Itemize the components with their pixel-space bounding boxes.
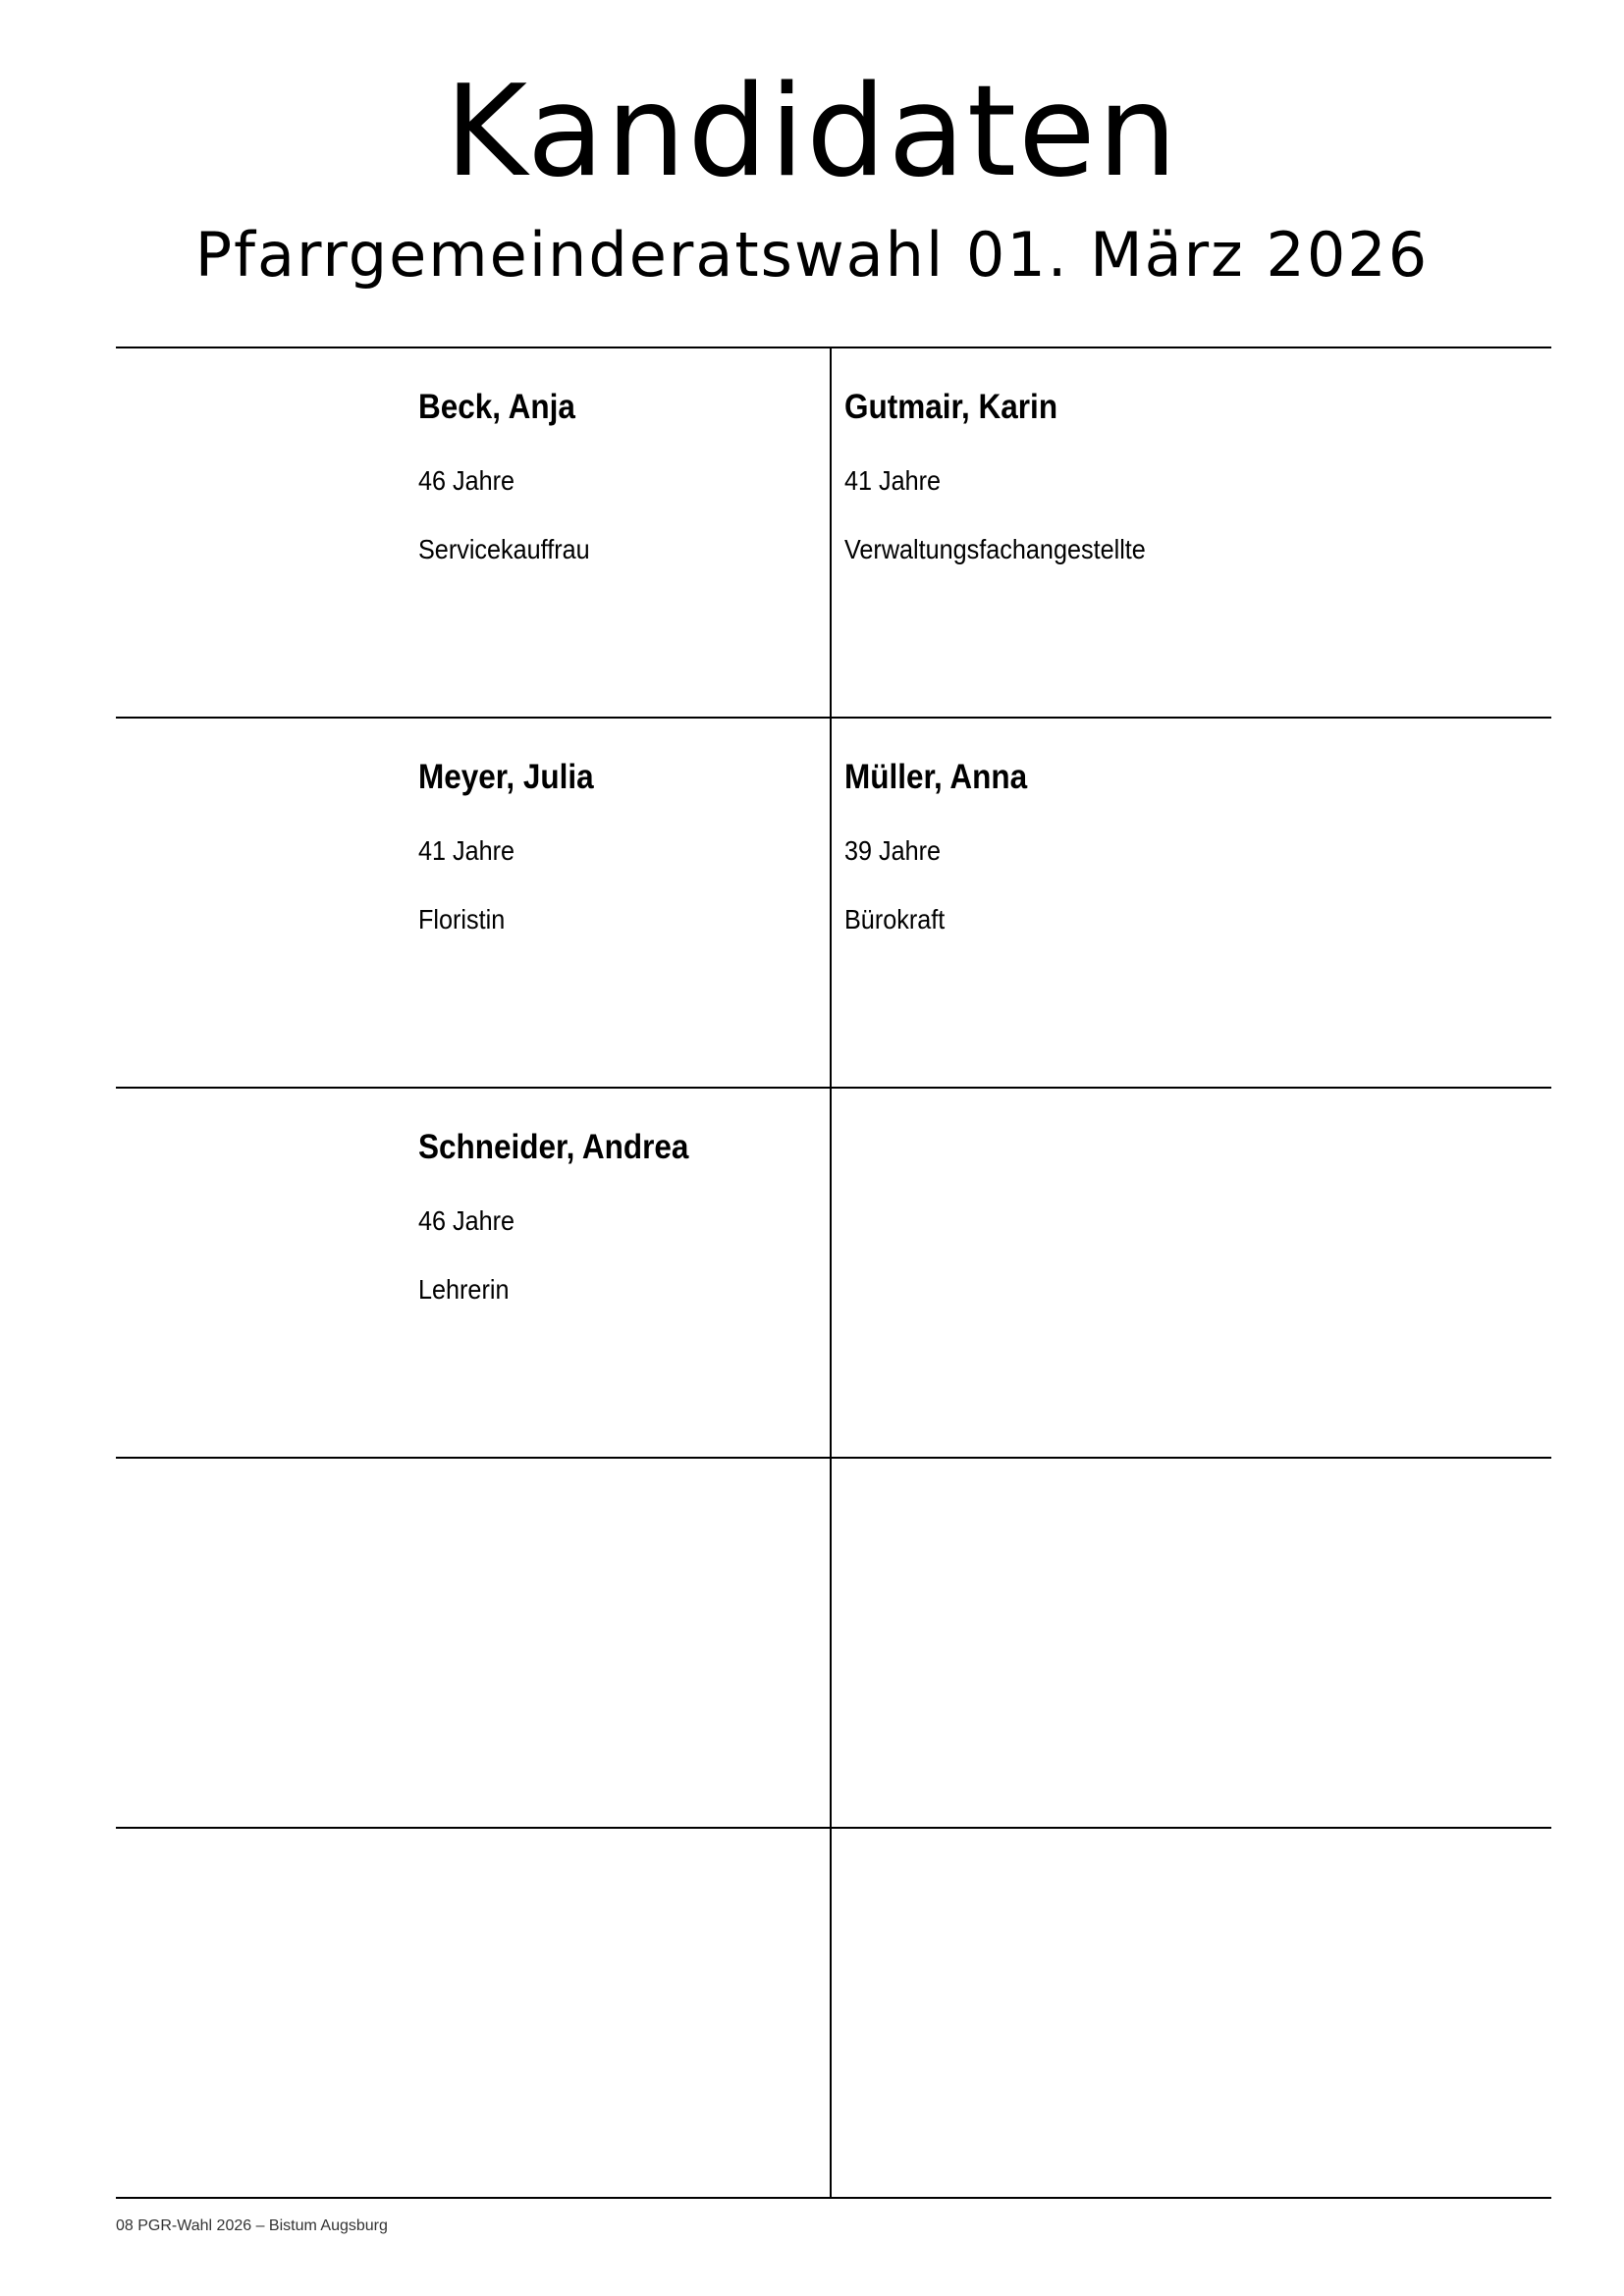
candidate-row: [116, 1459, 1551, 1829]
empty-cell: [116, 1459, 832, 1827]
candidate-occupation: Verwaltungsfachangestellte: [844, 534, 1146, 564]
empty-cell: [832, 1089, 1551, 1457]
candidate-entry: [418, 388, 609, 566]
candidate-entry: [418, 758, 613, 936]
candidate-name: Müller, Anna: [844, 758, 1028, 796]
candidate-cell: [116, 1089, 832, 1457]
candidate-name: Schneider, Andrea: [418, 1128, 689, 1166]
candidate-cell: [116, 348, 832, 717]
page-title: Kandidaten: [445, 59, 1179, 205]
candidate-entry: [418, 1128, 719, 1307]
candidate-grid: [116, 347, 1551, 2199]
candidate-occupation: Lehrerin: [418, 1274, 510, 1305]
candidate-cell: [832, 719, 1551, 1087]
candidate-occupation: Bürokraft: [844, 904, 946, 934]
candidate-row: [116, 1089, 1551, 1459]
candidate-entry: [844, 388, 1179, 566]
candidate-entry: [844, 758, 1048, 936]
candidate-row: [116, 1829, 1551, 2199]
candidate-name: Gutmair, Karin: [844, 388, 1058, 426]
empty-cell: [832, 1459, 1551, 1827]
candidate-cell: [116, 719, 832, 1087]
page-subtitle: Pfarrgemeinderatswahl 01. März 2026: [194, 219, 1430, 291]
empty-cell: [116, 1829, 832, 2197]
candidate-name: Meyer, Julia: [418, 758, 594, 796]
candidate-occupation: Floristin: [418, 904, 506, 934]
candidate-row: [116, 348, 1551, 719]
candidate-row: [116, 719, 1551, 1089]
candidate-age: 39 Jahre: [844, 835, 942, 866]
candidate-cell: [832, 348, 1551, 717]
candidate-age: 46 Jahre: [418, 1205, 515, 1236]
candidate-age: 41 Jahre: [844, 465, 942, 496]
candidate-occupation: Servicekauffrau: [418, 534, 590, 564]
candidate-age: 46 Jahre: [418, 465, 515, 496]
page-footer: 08 PGR-Wahl 2026 – Bistum Augsburg: [116, 2217, 388, 2234]
candidate-name: Beck, Anja: [418, 388, 575, 426]
empty-cell: [832, 1829, 1551, 2197]
candidate-age: 41 Jahre: [418, 835, 515, 866]
